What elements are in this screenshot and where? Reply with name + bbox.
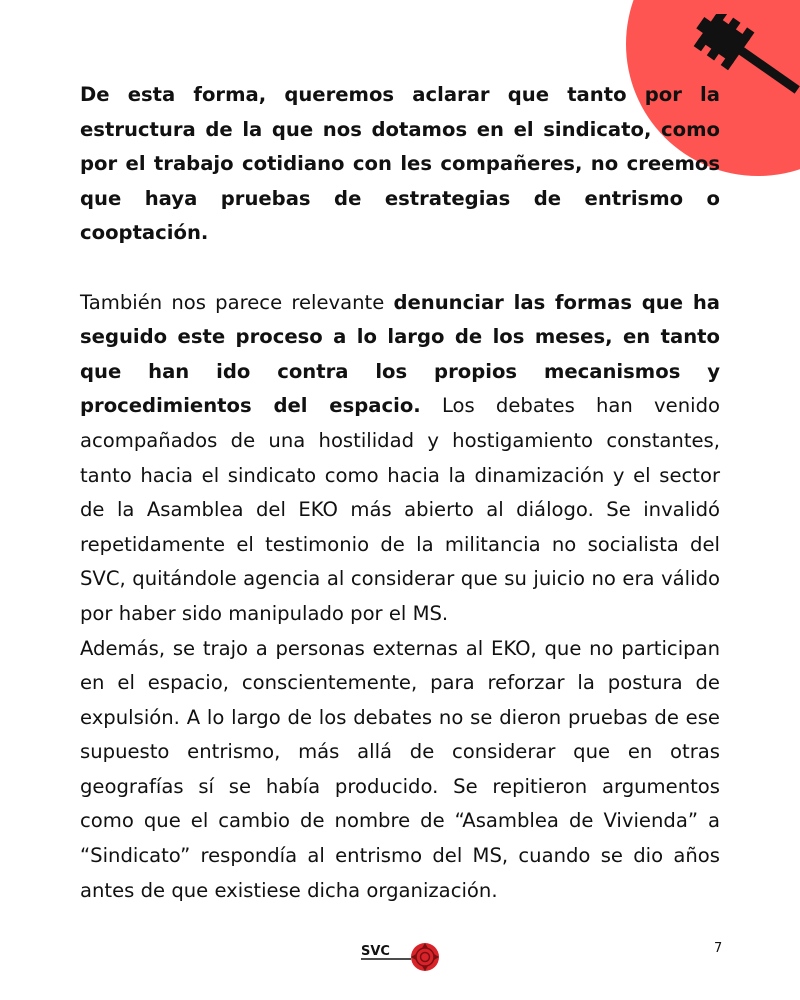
paragraph-denuncia [80, 286, 720, 632]
svc-logo-text: SVC [361, 944, 390, 959]
main-content [80, 78, 720, 908]
paragraph-denuncia-rest: Los debates han venido acompañados de una hostilidad y hostigamiento constantes, tanto hacia el sindicato como hacia la dinamización y el sector de la Asamblea del EKO más abierto al diálogo. Se invalidó repetidamente el testimonio de la militancia no socialista del SVC, quitándole agencia al considerar que su juicio no era válido por haber sido manipulado por el MS. [80, 394, 720, 625]
paragraph-conclusion: De esta forma, queremos aclarar que tanto por la estructura de la que nos dotamos en el sindicato, como por el trabajo cotidiano con les compañeres, no creemos que haya pruebas de estrategias de entrismo o cooptación. [80, 83, 720, 245]
paragraph-denuncia-intro: También nos parece relevante [80, 290, 394, 314]
page-number: 7 [714, 941, 723, 956]
paragraph-external-people: Además, se trajo a personas externas al EKO, que no participan en el espacio, conscientemente, para reforzar la postura de expulsión. A lo largo de los debates no se dieron pruebas de ese supuesto entrismo, más allá de considerar que en otras geografías sí se había producido. Se repitieron argumentos como que el cambio de nombre de “Asamblea de Vivienda” a “Sindicato” respondía al entrismo del MS, cuando se dio años antes de que existiese dicha organización. [80, 636, 720, 902]
paragraph-denuncia-bold: denunciar las formas que ha seguido este proceso a lo largo de los meses, en tanto que han ido contra los propios mecanismos y procedimientos del espacio. [80, 290, 720, 418]
svc-logo [359, 938, 445, 978]
rose-icon [411, 943, 439, 971]
